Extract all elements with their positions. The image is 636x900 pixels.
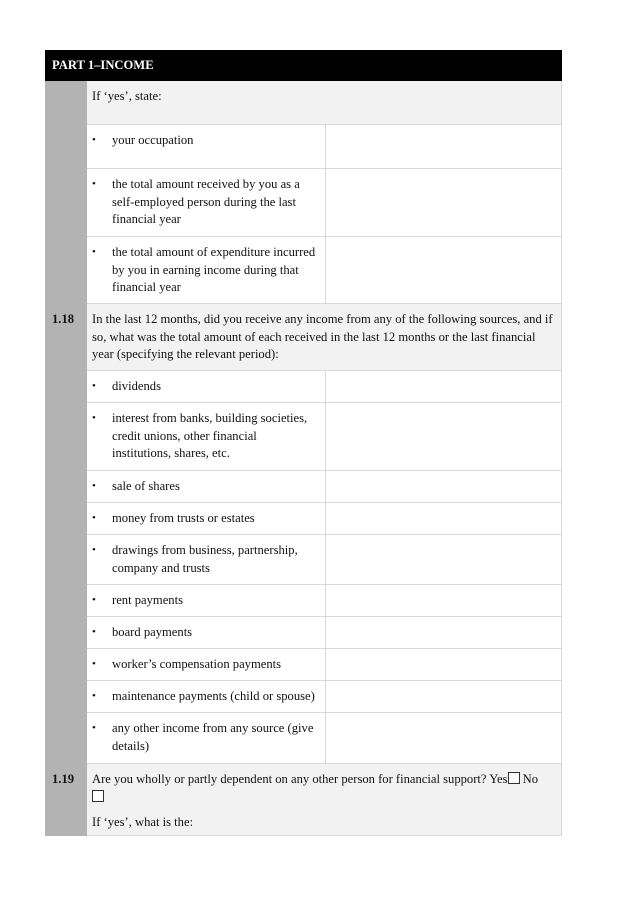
sale-of-shares-answer-field[interactable] (326, 471, 562, 503)
bullet-icon: • (92, 690, 96, 702)
bullet-icon: • (92, 480, 96, 492)
item-label: sale of shares (112, 479, 180, 493)
item-label: rent payments (112, 593, 183, 607)
intro-row (46, 81, 562, 125)
question-text: Are you wholly or partly dependent on any other person for financial support? (92, 772, 487, 786)
item-label: money from trusts or estates (112, 511, 255, 525)
list-item (46, 237, 562, 304)
yes-label: Yes (489, 772, 508, 786)
item-label: interest from banks, building societies, credit unions, other financial institutions, shares, etc. (112, 411, 308, 460)
list-item (46, 503, 562, 535)
list-item (46, 535, 562, 585)
list-item (46, 649, 562, 681)
list-item (46, 471, 562, 503)
list-item (46, 125, 562, 169)
intro-text: If ‘yes’, state: (87, 81, 562, 125)
occupation-answer-field[interactable] (326, 125, 562, 169)
section-title: PART 1–INCOME (46, 51, 562, 81)
section-header-row (46, 51, 562, 81)
question-1-19-row (46, 764, 562, 836)
list-item (46, 169, 562, 237)
yes-checkbox[interactable] (508, 772, 520, 784)
question-number: 1.18 (46, 304, 87, 764)
item-label: the total amount of expenditure incurred by you in earning income during that financial year (112, 245, 316, 294)
board-answer-field[interactable] (326, 617, 562, 649)
question-text: In the last 12 months, did you receive any income from any of the following sources, and if so, what was the total amount of each received in the last 12 months or the last financial year (specifying the relevant period): (87, 304, 562, 371)
list-item (46, 371, 562, 403)
item-label: dividends (112, 379, 161, 393)
bullet-icon: • (92, 134, 96, 146)
income-form-table (45, 50, 562, 836)
question-cell (87, 764, 562, 836)
question-1-18-row (46, 304, 562, 371)
rent-answer-field[interactable] (326, 585, 562, 617)
list-item (46, 585, 562, 617)
followup-text: If ‘yes’, what is the: (92, 815, 194, 829)
bullet-icon: • (92, 626, 96, 638)
list-item (46, 617, 562, 649)
list-item (46, 713, 562, 764)
item-label: the total amount received by you as a self-employed person during the last financial year (112, 177, 300, 226)
bullet-icon: • (92, 594, 96, 606)
bullet-icon: • (92, 658, 96, 670)
dividends-answer-field[interactable] (326, 371, 562, 403)
item-label: worker’s compensation payments (112, 657, 282, 671)
list-item (46, 681, 562, 713)
bullet-icon: • (92, 544, 96, 556)
bullet-icon: • (92, 512, 96, 524)
expenditure-amount-field[interactable] (326, 237, 562, 304)
workers-compensation-answer-field[interactable] (326, 649, 562, 681)
interest-answer-field[interactable] (326, 403, 562, 471)
question-number-cell (46, 81, 87, 304)
bullet-icon: • (92, 412, 96, 424)
item-label: drawings from business, partnership, company and trusts (112, 543, 298, 575)
no-checkbox[interactable] (92, 790, 104, 802)
item-label: your occupation (112, 133, 194, 147)
bullet-icon: • (92, 178, 96, 190)
item-label: maintenance payments (child or spouse) (112, 689, 315, 703)
self-employed-amount-field[interactable] (326, 169, 562, 237)
list-item (46, 403, 562, 471)
maintenance-answer-field[interactable] (326, 681, 562, 713)
bullet-icon: • (92, 246, 96, 258)
no-label: No (522, 772, 539, 786)
trusts-estates-answer-field[interactable] (326, 503, 562, 535)
item-label: board payments (112, 625, 193, 639)
other-income-answer-field[interactable] (326, 713, 562, 764)
question-number: 1.19 (46, 764, 87, 836)
bullet-icon: • (92, 380, 96, 392)
bullet-icon: • (92, 722, 96, 734)
item-label: any other income from any source (give details) (112, 721, 314, 753)
drawings-answer-field[interactable] (326, 535, 562, 585)
